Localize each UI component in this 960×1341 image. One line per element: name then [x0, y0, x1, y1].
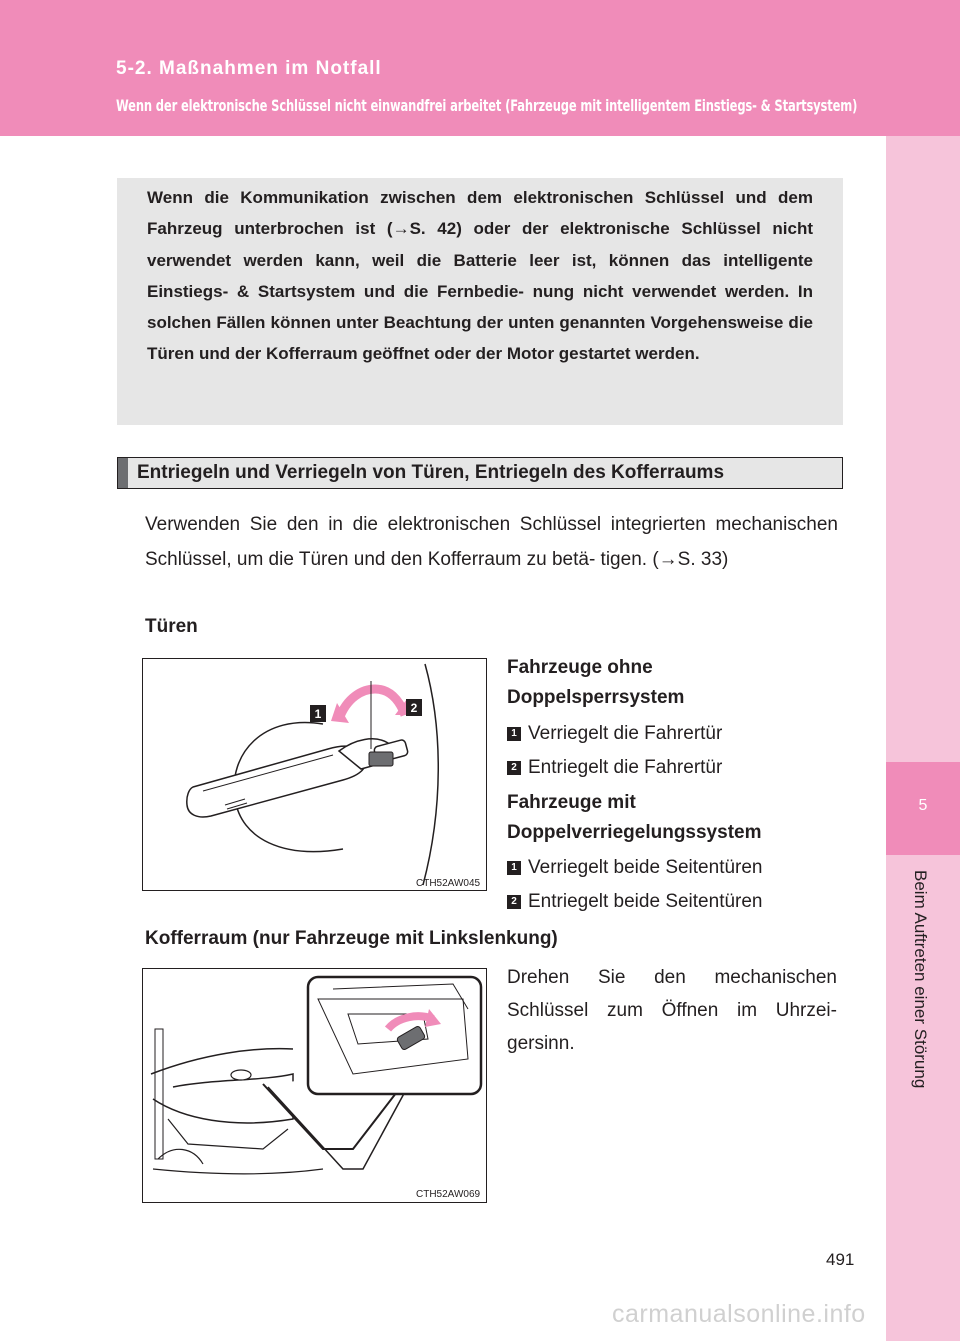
- door-figure-code: CTH52AW045: [416, 878, 481, 889]
- callout-1-label: 1: [314, 707, 322, 721]
- watermark: carmanualsonline.info: [612, 1300, 866, 1328]
- group2-title-line2: Doppelverriegelungssystem: [507, 822, 762, 843]
- heading-bar: [118, 458, 128, 488]
- group1-title-line1: Fahrzeuge ohne: [507, 657, 653, 678]
- callout-2-label: 2: [410, 701, 418, 715]
- group2-item1: 1 Verriegelt beide Seitentüren: [507, 857, 763, 879]
- group1-item1: 1 Verriegelt die Fahrertür: [507, 723, 722, 745]
- intro-box: [117, 178, 843, 425]
- trunk-figure: [142, 968, 487, 1203]
- door-handle-illustration: [143, 659, 486, 890]
- group2-title-line1: Fahrzeuge mit: [507, 792, 636, 813]
- group2-item2: 2 Entriegelt beide Seitentüren: [507, 891, 763, 913]
- chapter-number: 5: [918, 797, 928, 814]
- group1-item2: 2 Entriegelt die Fahrertür: [507, 757, 722, 779]
- doors-title: Türen: [145, 616, 198, 637]
- number-2-icon: 2: [507, 761, 521, 775]
- number-1-icon: 1: [507, 727, 521, 741]
- number-2-icon: 2: [507, 895, 521, 909]
- trunk-figure-code: CTH52AW069: [416, 1189, 481, 1200]
- trunk-illustration: [143, 969, 486, 1202]
- intro-text: Wenn die Kommunikation zwischen dem elektronischen Schlüssel und dem Fahrzeug unterbrochen ist (→S. 42) oder der elektronische Schlüssel nicht verwendet werden kann, weil die Batterie leer ist, können das intelligente Einstiegs- & Startsystem und die Fernbedie- nung nicht verwendet werden. In solchen Fällen können unter Beachtung der unten genannten Vorgehensweise die Türen und der Kofferraum geöffnet oder der Motor gestartet werden.: [147, 188, 813, 364]
- chapter-title: Beim Auftreten einer Störung: [911, 870, 930, 1089]
- trunk-text: Drehen Sie den mechanischen Schlüssel zum Öffnen im Uhrzei- gersinn.: [507, 967, 837, 1054]
- body-text: Verwenden Sie den in die elektronischen Schlüssel integrierten mechanischen Schlüssel, um die Türen und den Kofferraum zu betä- tigen. (→S. 33): [145, 514, 838, 570]
- group1-title-line2: Doppelsperrsystem: [507, 687, 685, 708]
- page-title: Wenn der elektronische Schlüssel nicht einwandfrei arbeitet (Fahrzeuge mit intelligentem Einstiegs- & Startsystem): [116, 96, 858, 115]
- chapter-sidebar: [886, 136, 960, 1341]
- heading-text: Entriegeln und Verriegeln von Türen, Entriegeln des Kofferraums: [137, 462, 725, 483]
- section-heading: [117, 457, 843, 489]
- trunk-title: Kofferraum (nur Fahrzeuge mit Linkslenkung): [145, 928, 558, 949]
- door-handle-figure: [142, 658, 487, 891]
- section-title: 5-2. Maßnahmen im Notfall: [116, 58, 382, 79]
- page-number: 491: [826, 1250, 855, 1269]
- page-header: [0, 0, 960, 136]
- number-1-icon: 1: [507, 861, 521, 875]
